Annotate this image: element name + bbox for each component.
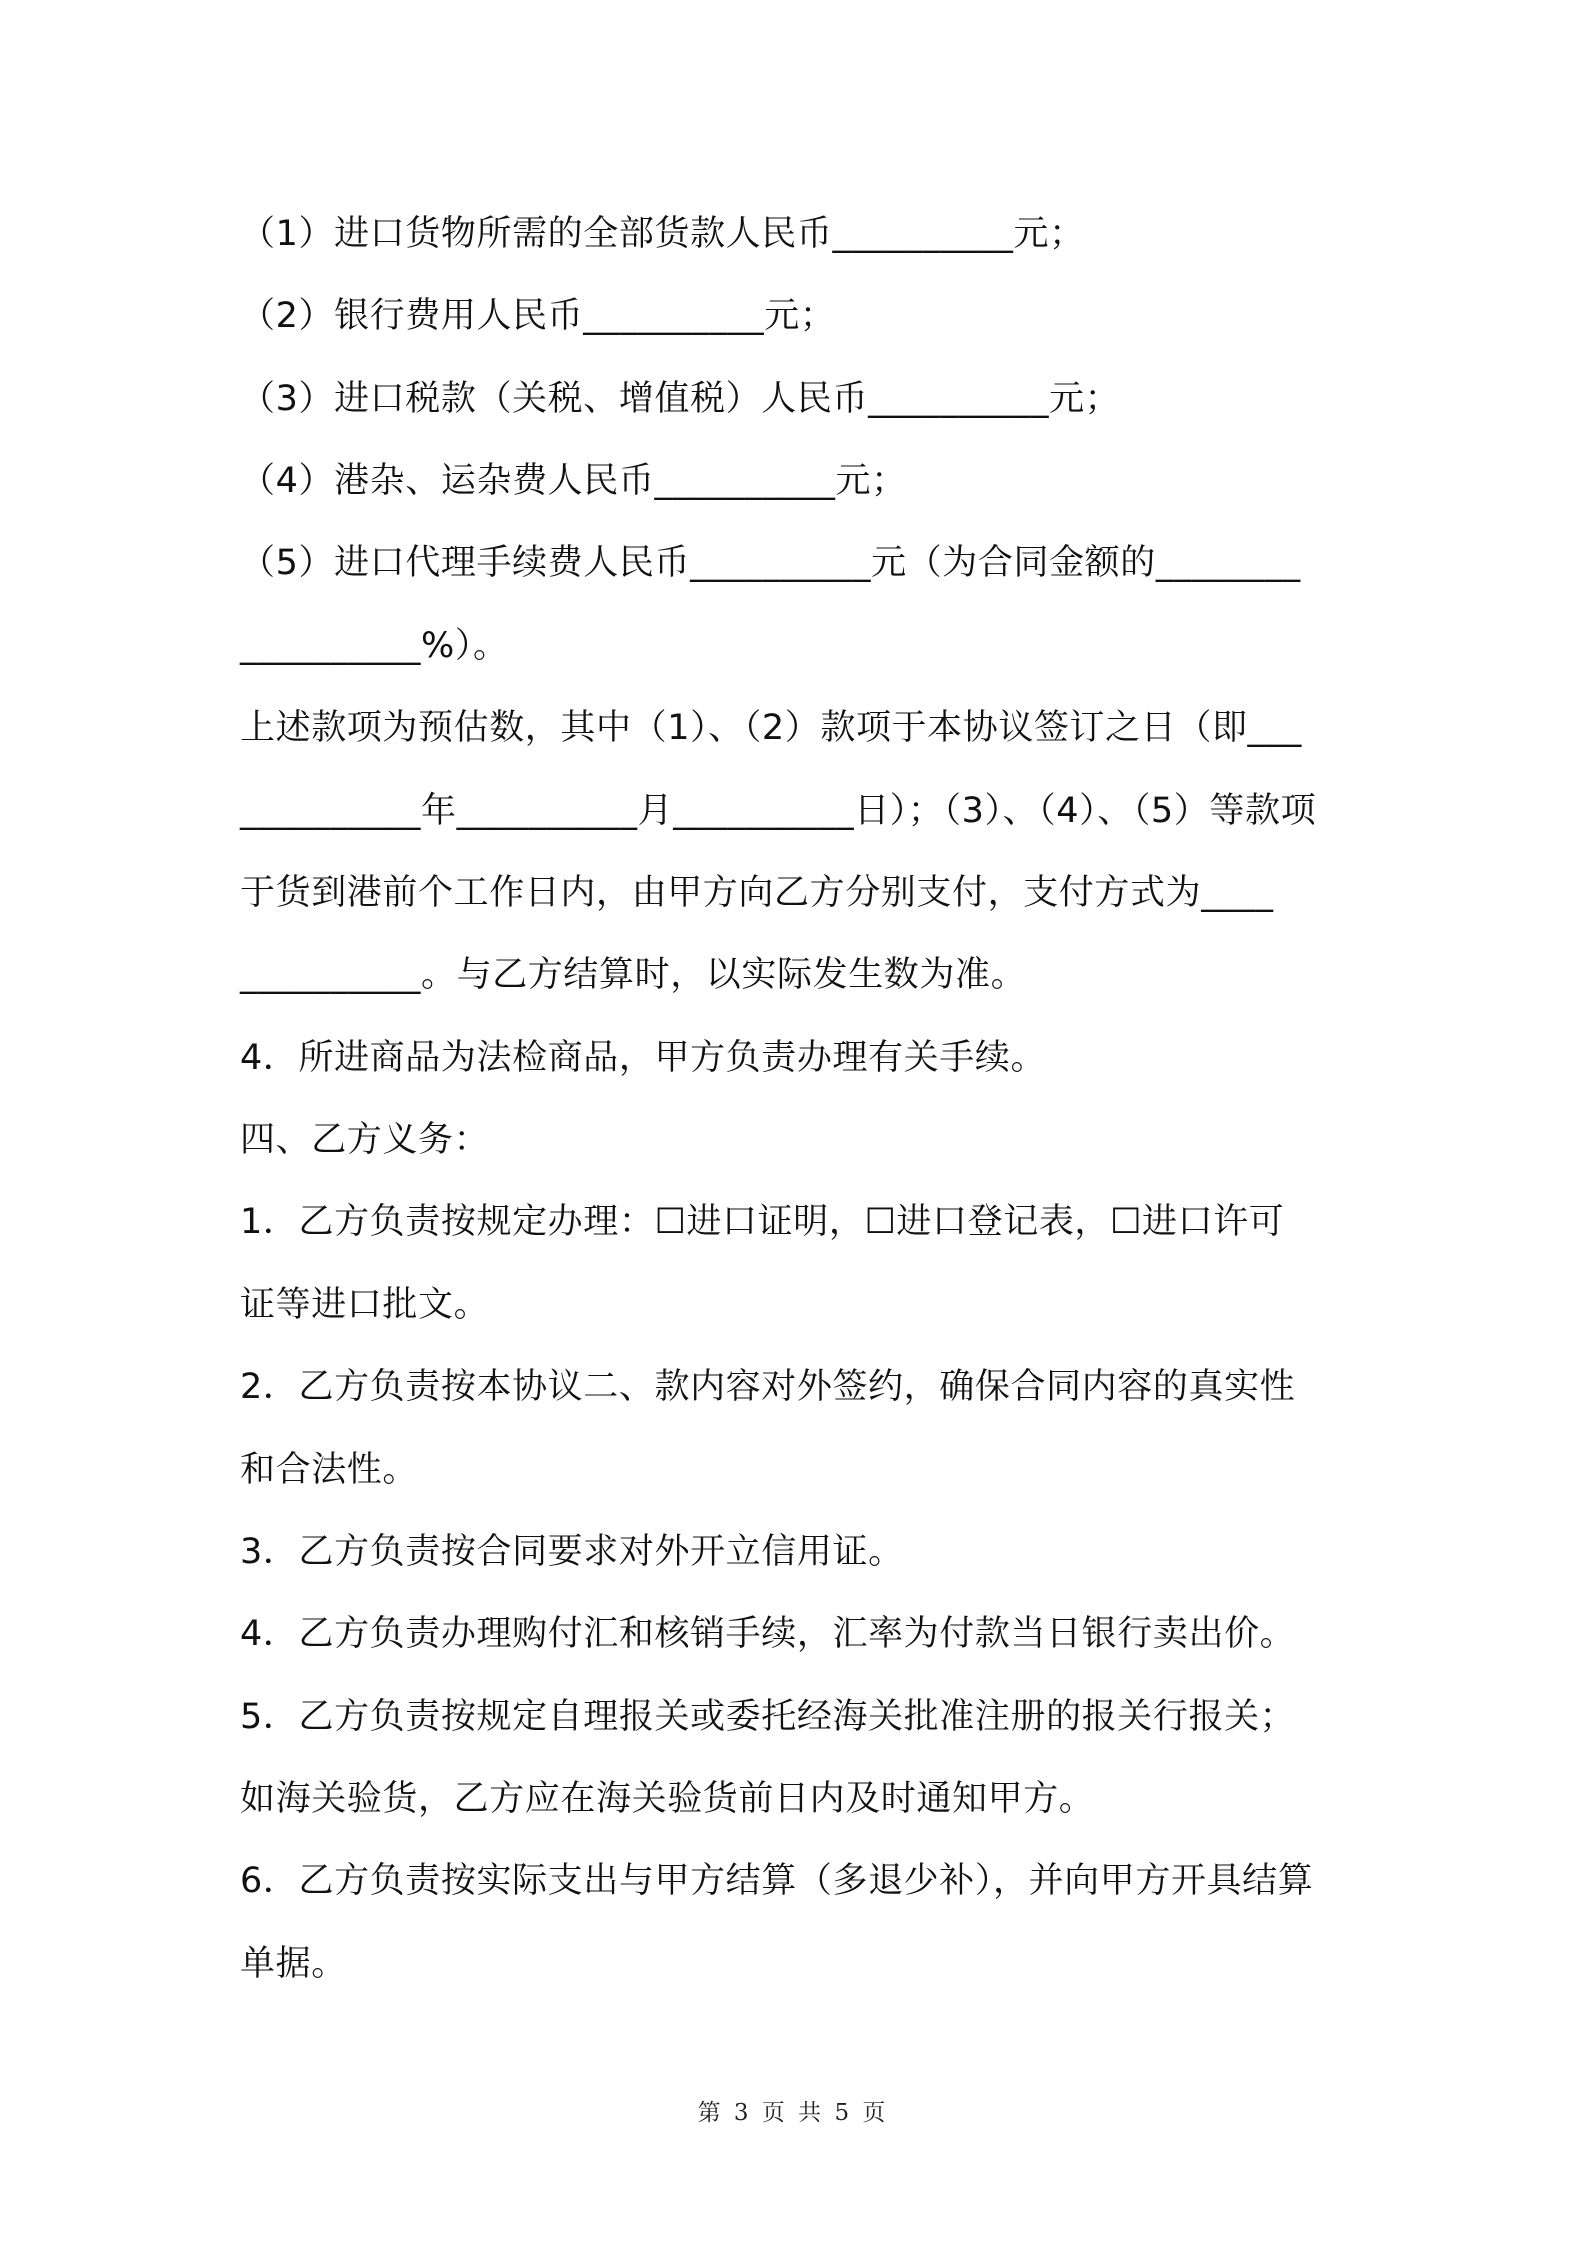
duty-5-line-2: 如海关验货，乙方应在海关验货前日内及时通知甲方。: [240, 1779, 1095, 1819]
page-number-footer: 第 3 页 共 5 页: [697, 2100, 889, 2126]
duty-5-line-1: 5．乙方负责按规定自理报关或委托经海关批准注册的报关行报关；: [240, 1697, 1296, 1737]
line-item-4: （4）港杂、运杂费人民币__________元；: [240, 461, 907, 501]
duty-2-line-2: 和合法性。: [240, 1450, 419, 1490]
paragraph-estimate-line-3: 于货到港前个工作日内，由甲方向乙方分别支付，支付方式为____: [240, 873, 1274, 913]
paragraph-estimate-line-4: __________。与乙方结算时，以实际发生数为准。: [240, 955, 1027, 995]
clause-4-inspection: 4．所进商品为法检商品，甲方负责办理有关手续。: [240, 1038, 1047, 1078]
line-item-2: （2）银行费用人民币__________元；: [240, 296, 836, 336]
duty-2-line-1: 2．乙方负责按本协议二、款内容对外签约，确保合同内容的真实性: [240, 1367, 1296, 1407]
paragraph-estimate-line-2: __________年__________月__________日）；（3）、（4）、（5）等款项: [240, 791, 1317, 831]
line-item-3: （3）进口税款（关税、增值税）人民币__________元；: [240, 379, 1121, 419]
duty-1-line-1: 1．乙方负责按规定办理：☐进口证明，☐进口登记表，☐进口许可: [240, 1202, 1285, 1242]
paragraph-estimate-line-1: 上述款项为预估数，其中（1）、（2）款项于本协议签订之日（即___: [240, 708, 1302, 748]
line-item-5: （5）进口代理手续费人民币__________元（为合同金额的________: [240, 543, 1301, 583]
line-item-1: （1）进口货物所需的全部货款人民币__________元；: [240, 214, 1085, 254]
duty-1-line-2: 证等进口批文。: [240, 1285, 490, 1325]
duty-6-line-2: 单据。: [240, 1944, 347, 1984]
duty-4: 4．乙方负责办理购付汇和核销手续，汇率为付款当日银行卖出价。: [240, 1614, 1296, 1654]
section-heading-party-b-duties: 四、乙方义务：: [240, 1120, 490, 1160]
duty-6-line-1: 6．乙方负责按实际支出与甲方结算（多退少补），并向甲方开具结算: [240, 1861, 1314, 1901]
duty-3: 3．乙方负责按合同要求对外开立信用证。: [240, 1532, 904, 1572]
line-item-5-cont: __________%）。: [240, 626, 509, 666]
